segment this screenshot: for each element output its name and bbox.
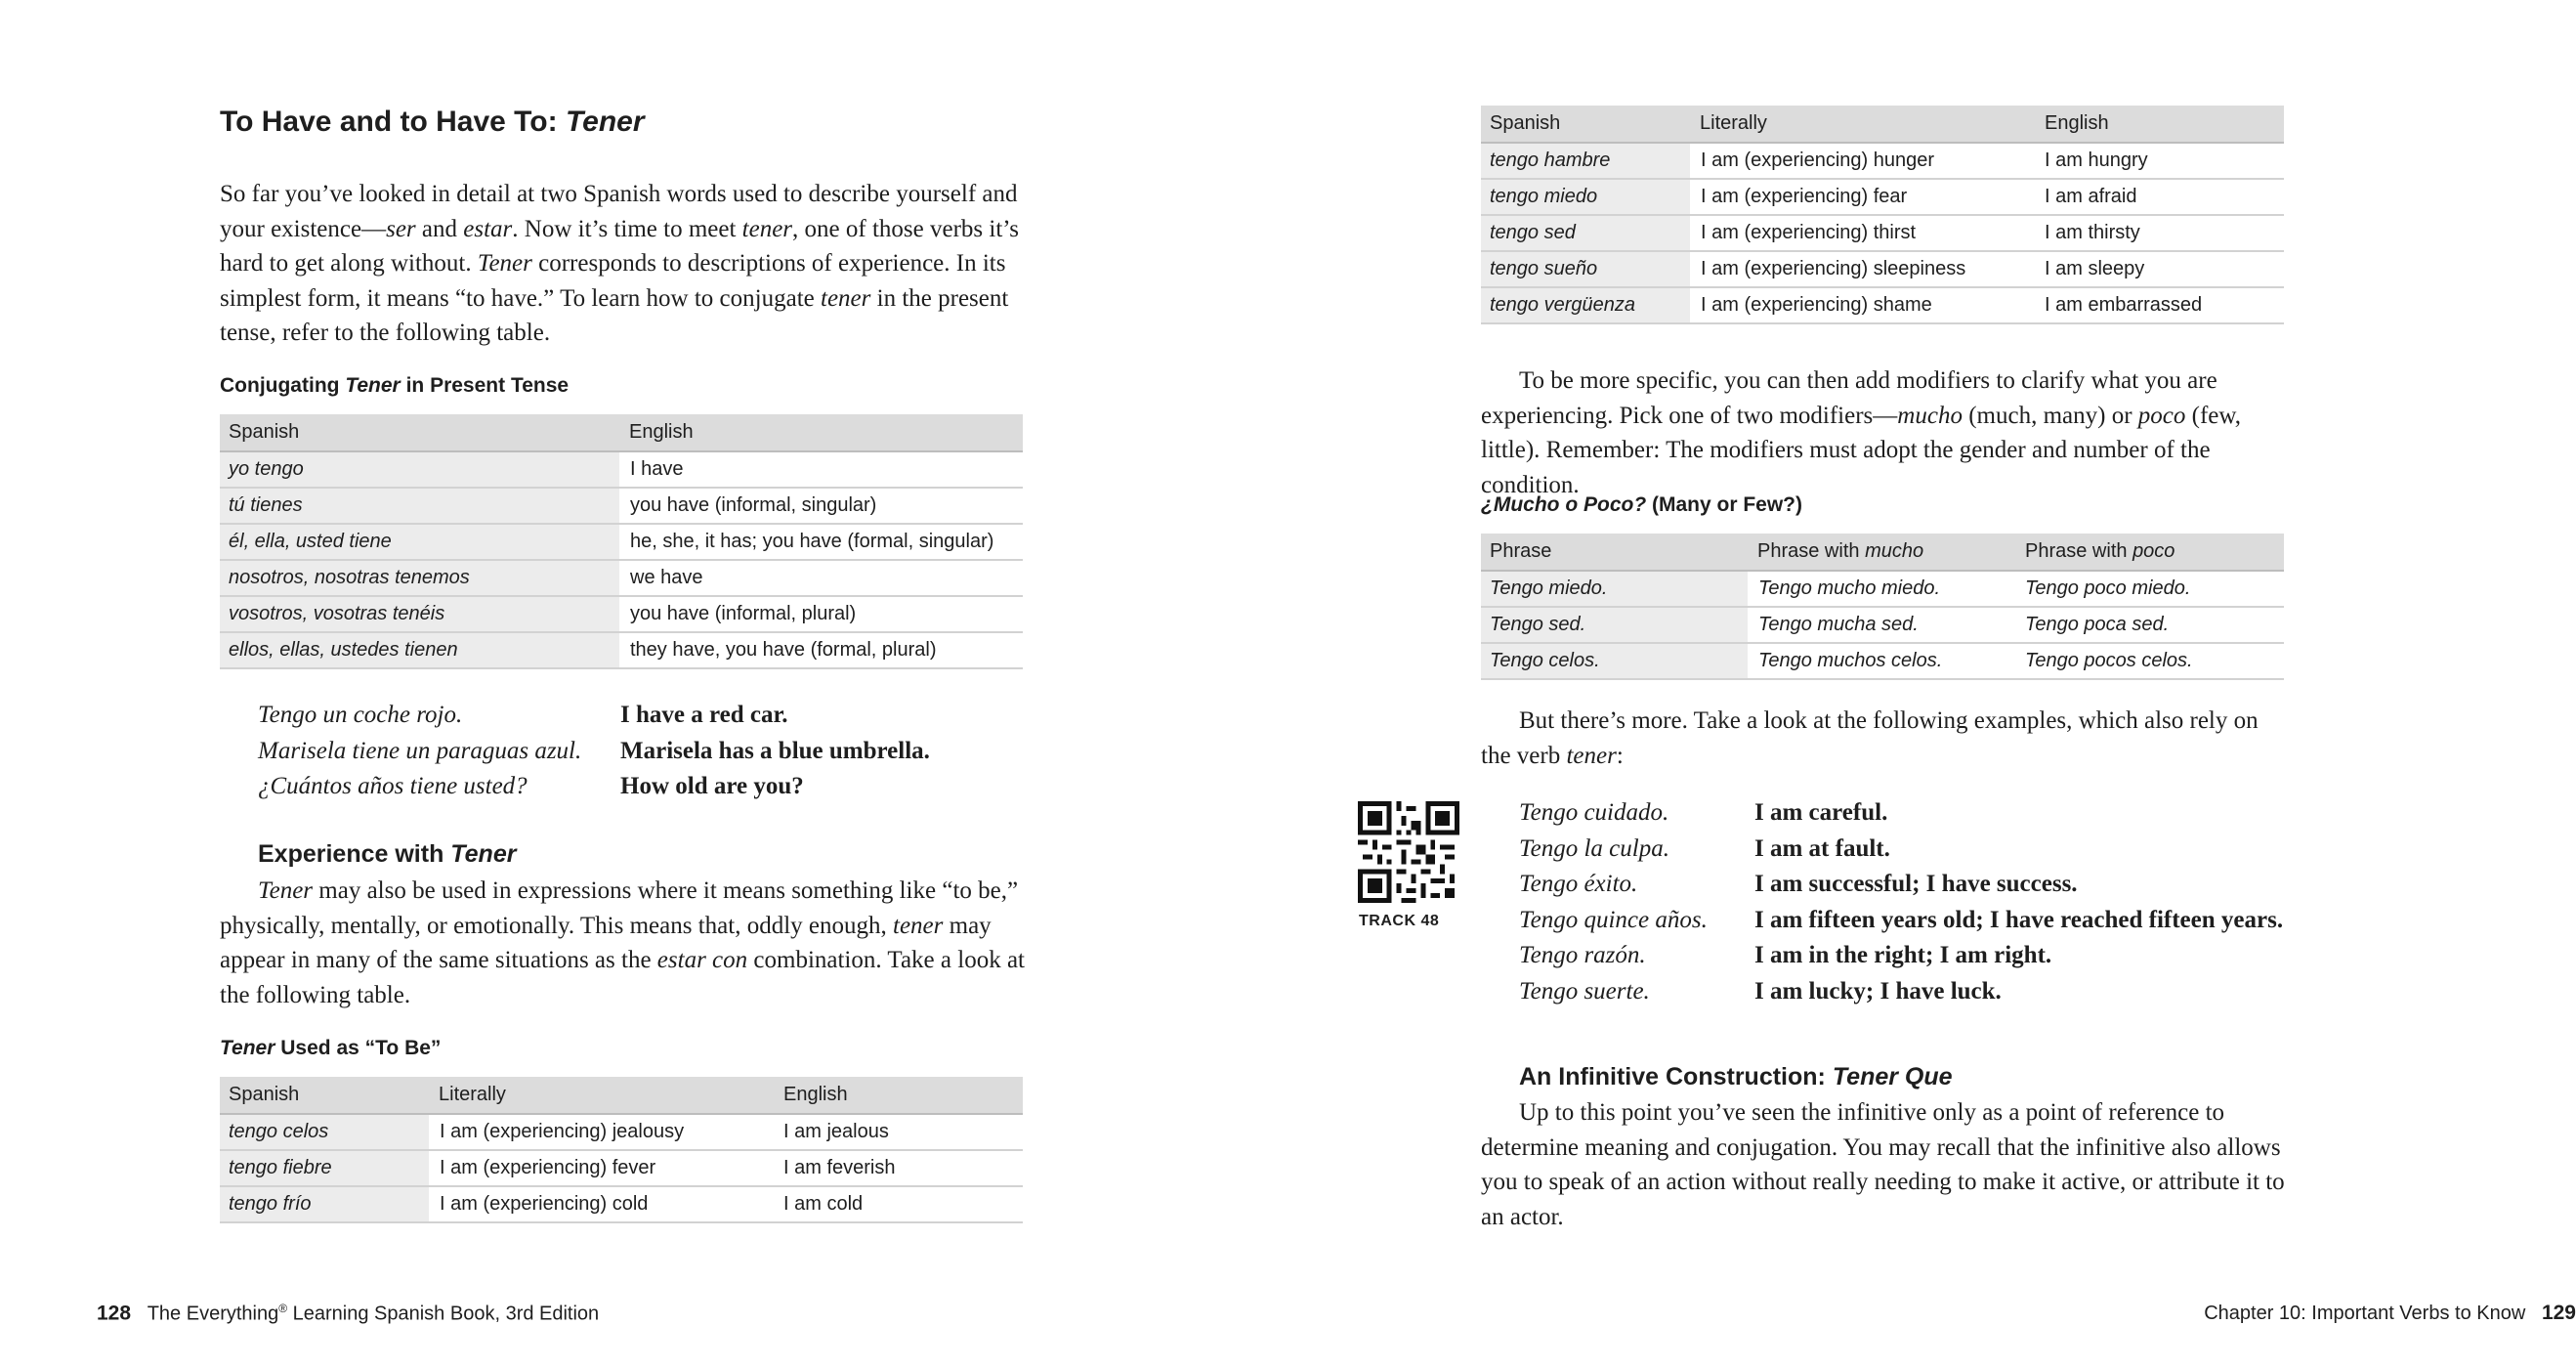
table-cell: nosotros, nosotras tenemos — [220, 560, 620, 596]
modifiers-paragraph — [1481, 363, 2292, 502]
example-english: I have a red car. — [620, 702, 788, 728]
footer-right — [1980, 1302, 2576, 1325]
text-run: and — [415, 215, 464, 242]
header-italic: poco — [2133, 540, 2175, 562]
table-row — [1481, 143, 2284, 179]
example-spanish: ¿Cuántos años tiene usted? — [258, 773, 528, 799]
example-english: I am successful; I have success. — [1754, 871, 2078, 897]
table-header-row — [1481, 534, 2284, 571]
table-cell: Tengo miedo. — [1481, 571, 1749, 607]
italic-run: Tener — [258, 877, 314, 904]
table-row — [220, 632, 1023, 668]
example-row — [258, 734, 930, 770]
example-english: I am at fault. — [1754, 834, 1890, 862]
section-title-italic: Tener — [565, 106, 645, 138]
italic-run: Tener — [220, 1037, 275, 1059]
example-english: I am in the right; I am right. — [1754, 942, 2052, 968]
example-row — [1519, 867, 2283, 903]
table-cell: I am (experiencing) cold — [430, 1186, 775, 1222]
conjugation-table-caption — [220, 374, 569, 398]
example-row — [1519, 795, 2283, 832]
table-header-row — [220, 1077, 1023, 1114]
table-cell: I have — [620, 451, 1023, 488]
text-run: (Many or Few?) — [1646, 493, 1802, 516]
table-header-row — [220, 414, 1023, 451]
table-cell: tengo vergüenza — [1481, 287, 1691, 323]
italic-run: Tener — [345, 374, 401, 397]
left-page — [0, 0, 1215, 1368]
table-cell: you have (informal, plural) — [620, 596, 1023, 632]
example-row — [258, 698, 930, 734]
table-cell: tengo hambre — [1481, 143, 1691, 179]
table-row — [220, 1186, 1023, 1222]
example-spanish: Tengo suerte. — [1519, 977, 1650, 1005]
table-row — [220, 1114, 1023, 1150]
qr-code-icon[interactable] — [1358, 801, 1459, 903]
example-english: How old are you? — [620, 773, 804, 799]
table-cell: you have (informal, singular) — [620, 488, 1023, 524]
text-run: may also be used in expressions where it means something like “to be,” physically, mentally, or emotionally. This means that, oddly enough, — [220, 877, 1019, 939]
table-row — [1481, 571, 2284, 607]
table-cell: tú tienes — [220, 488, 620, 524]
table-cell: I am (experiencing) shame — [1691, 287, 2036, 323]
column-header: Literally — [430, 1077, 775, 1114]
italic-run: tener — [893, 912, 944, 939]
table-cell: Tengo muchos celos. — [1749, 643, 2016, 679]
table-row — [220, 596, 1023, 632]
example-row — [1519, 974, 2283, 1010]
table-row — [220, 1150, 1023, 1186]
column-header: English — [2036, 106, 2284, 143]
table-cell: tengo sueño — [1481, 251, 1691, 287]
table-cell: I am afraid — [2036, 179, 2284, 215]
table-row — [1481, 607, 2284, 643]
italic-run: tener — [741, 215, 793, 242]
table-cell: Tengo poca sed. — [2016, 607, 2284, 643]
column-header: Phrase with mucho — [1749, 534, 2016, 571]
page-number-right: 129 — [2541, 1302, 2576, 1324]
chapter-title: Chapter 10: Important Verbs to Know — [2204, 1303, 2526, 1324]
italic-run: tener — [821, 284, 871, 312]
text-run: corresponds to descriptions of experience. In its simplest form, it means “to have.” To learn how to conjugate — [220, 250, 1006, 312]
book-title-b: Learning Spanish Book, 3rd Edition — [287, 1303, 600, 1325]
book-title-a: The Everything — [147, 1303, 279, 1325]
table-cell: tengo frío — [220, 1186, 430, 1222]
table-row — [220, 560, 1023, 596]
example-row — [1519, 832, 2283, 868]
infinitive-paragraph — [1481, 1095, 2292, 1234]
example-spanish: Tengo un coche rojo. — [258, 702, 463, 728]
table-cell: I am embarrassed — [2036, 287, 2284, 323]
text-run: : — [1616, 742, 1624, 769]
example-row — [1519, 938, 2283, 974]
text-run: combination. Take a look at the following table. — [220, 947, 1025, 1008]
right-page — [1215, 0, 2576, 1368]
table-row — [1481, 215, 2284, 251]
table-cell: I am (experiencing) jealousy — [430, 1114, 775, 1150]
table-row — [1481, 287, 2284, 323]
table-cell: he, she, it has; you have (formal, singular) — [620, 524, 1023, 560]
text-run: Up to this point you’ve seen the infinitive only as a point of reference to determine meaning and conjugation. You may recall that the infinitive also allows you to speak of an action without really needing to make it active, or attribute it to an actor. — [1481, 1099, 2285, 1230]
text-run: . Now it’s time to meet — [512, 215, 742, 242]
example-english: Marisela has a blue umbrella. — [620, 737, 930, 764]
column-header: English — [620, 414, 1023, 451]
text-run: (few, little). Remember: The modifiers must adopt the gender and number of the condition. — [1481, 402, 2242, 498]
example-spanish: Tengo la culpa. — [1519, 834, 1669, 862]
example-spanish: Tengo razón. — [1519, 942, 1646, 968]
table-cell: él, ella, usted tiene — [220, 524, 620, 560]
italic-run: Tener — [450, 840, 517, 868]
table-row — [220, 451, 1023, 488]
italic-run: Tener Que — [1832, 1063, 1953, 1090]
text-run: Experience with — [258, 840, 451, 868]
table-cell: I am (experiencing) fear — [1691, 179, 2036, 215]
more-examples-paragraph — [1481, 704, 2292, 773]
table-row — [1481, 251, 2284, 287]
table-row — [1481, 179, 2284, 215]
table-cell: I am feverish — [775, 1150, 1023, 1186]
column-header: Spanish — [220, 414, 620, 451]
example-row — [258, 769, 930, 805]
table-cell: I am sleepy — [2036, 251, 2284, 287]
table-cell: Tengo poco miedo. — [2016, 571, 2284, 607]
column-header: Literally — [1691, 106, 2036, 143]
table-row — [220, 524, 1023, 560]
italic-run: ¿Mucho o Poco? — [1481, 493, 1647, 516]
footer-left — [97, 1302, 599, 1326]
mucho-poco-table — [1481, 534, 2284, 680]
example-spanish: Marisela tiene un paraguas azul. — [258, 737, 582, 764]
italic-run: poco — [2137, 402, 2186, 429]
table-cell: Tengo celos. — [1481, 643, 1749, 679]
italic-run: mucho — [1897, 402, 1963, 429]
text-run: , one of those verbs it’s hard to get along without. — [220, 215, 1019, 277]
page-number-left: 128 — [97, 1302, 132, 1325]
conjugation-table — [220, 414, 1023, 669]
table-cell: I am thirsty — [2036, 215, 2284, 251]
table-row — [220, 488, 1023, 524]
column-header: Spanish — [1481, 106, 1691, 143]
tobe-table-caption — [220, 1037, 441, 1060]
column-header: Phrase — [1481, 534, 1749, 571]
table-cell: vosotros, vosotras tenéis — [220, 596, 620, 632]
experience-heading — [258, 840, 516, 869]
tobe-table-continued — [1481, 106, 2284, 324]
italic-run: ser — [386, 215, 416, 242]
text-run: An Infinitive Construction: — [1519, 1063, 1833, 1090]
table-cell: ellos, ellas, ustedes tienen — [220, 632, 620, 668]
text-run: Conjugating — [220, 374, 346, 397]
experience-paragraph — [220, 874, 1031, 1012]
table-cell: Tengo sed. — [1481, 607, 1749, 643]
example-english: I am careful. — [1754, 799, 1888, 826]
table-cell: I am (experiencing) hunger — [1691, 143, 2036, 179]
table-cell: I am cold — [775, 1186, 1023, 1222]
text-run: (much, many) or — [1962, 402, 2138, 429]
text-run: So far you’ve looked in detail at two Spanish words used to describe yourself and your existence— — [220, 181, 1018, 242]
example-english: I am lucky; I have luck. — [1754, 977, 2002, 1005]
text-run: But there’s more. Take a look at the following examples, which also rely on the verb — [1481, 707, 2259, 769]
column-header: Spanish — [220, 1077, 430, 1114]
mucho-poco-caption — [1481, 493, 1802, 517]
example-spanish: Tengo cuidado. — [1519, 799, 1669, 826]
registered-mark: ® — [278, 1302, 288, 1315]
column-header: Phrase with poco — [2016, 534, 2284, 571]
text-run: in Present Tense — [400, 374, 570, 397]
italic-run: Tener — [477, 250, 532, 277]
infinitive-heading — [1519, 1063, 1953, 1091]
table-cell: tengo sed — [1481, 215, 1691, 251]
table-header-row — [1481, 106, 2284, 143]
italic-run: estar con — [656, 947, 748, 973]
example-spanish: Tengo éxito. — [1519, 871, 1638, 897]
section-title — [220, 106, 645, 139]
header-italic: mucho — [1865, 540, 1924, 562]
table-cell: we have — [620, 560, 1023, 596]
table-cell: yo tengo — [220, 451, 620, 488]
example-row — [1519, 903, 2283, 939]
table-cell: they have, you have (formal, plural) — [620, 632, 1023, 668]
column-header: English — [775, 1077, 1023, 1114]
track-label: TRACK 48 — [1359, 913, 1440, 929]
example-spanish: Tengo quince años. — [1519, 906, 1708, 933]
examples-block-1 — [258, 698, 930, 805]
table-cell: I am (experiencing) fever — [430, 1150, 775, 1186]
table-cell: Tengo pocos celos. — [2016, 643, 2284, 679]
examples-block-2 — [1519, 795, 2283, 1009]
example-english: I am fifteen years old; I have reached fifteen years. — [1754, 906, 2284, 933]
table-cell: I am (experiencing) thirst — [1691, 215, 2036, 251]
text-run: To be more specific, you can then add modifiers to clarify what you are experiencing. Pick one of two modifiers— — [1481, 367, 2217, 429]
table-cell: tengo fiebre — [220, 1150, 430, 1186]
table-cell: Tengo mucho miedo. — [1749, 571, 2016, 607]
table-cell: tengo celos — [220, 1114, 430, 1150]
tobe-table — [220, 1077, 1023, 1223]
text-run: in the present tense, refer to the following table. — [220, 284, 1009, 346]
table-cell: tengo miedo — [1481, 179, 1691, 215]
text-run: may appear in many of the same situations as the — [220, 912, 992, 973]
table-cell: I am hungry — [2036, 143, 2284, 179]
text-run: Used as “To Be” — [274, 1037, 442, 1059]
section-title-text: To Have and to Have To: — [220, 106, 566, 138]
intro-paragraph — [220, 177, 1031, 351]
table-cell: I am jealous — [775, 1114, 1023, 1150]
table-cell: I am (experiencing) sleepiness — [1691, 251, 2036, 287]
table-row — [1481, 643, 2284, 679]
italic-run: estar — [463, 215, 513, 242]
table-cell: Tengo mucha sed. — [1749, 607, 2016, 643]
italic-run: tener — [1566, 742, 1617, 769]
